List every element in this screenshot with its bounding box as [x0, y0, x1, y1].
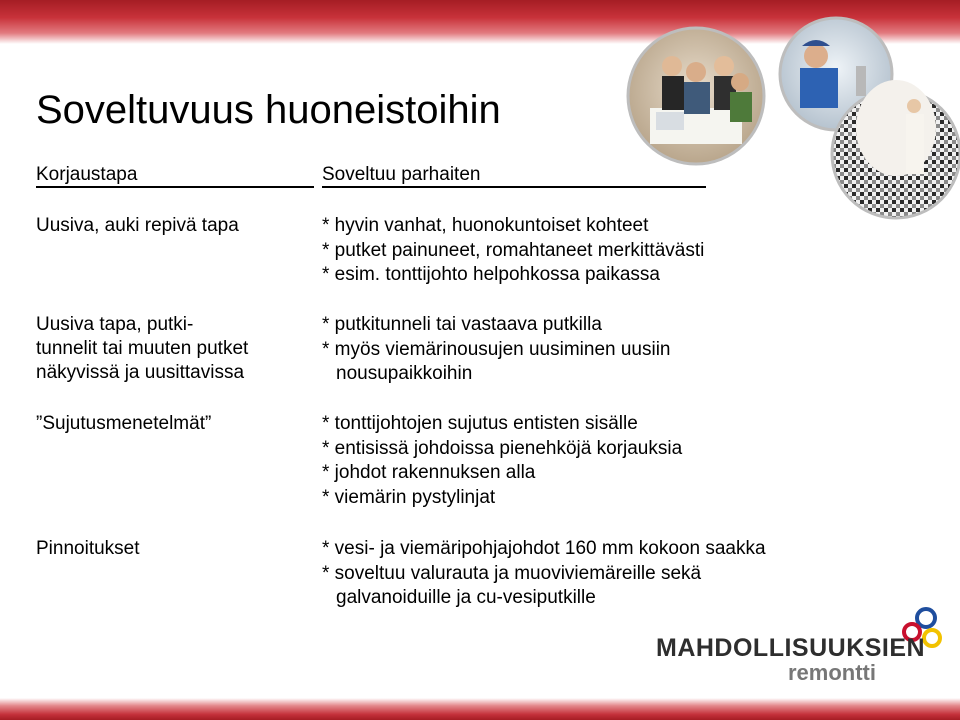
- method-cell: [36, 412, 316, 436]
- method-cell: [36, 313, 316, 385]
- slide-title: Soveltuvuus huoneistoihin: [36, 88, 501, 132]
- suitability-line: * soveltuu valurauta ja muoviviemäreille sekä: [322, 562, 702, 584]
- logo-subtitle: remontti: [788, 660, 876, 685]
- method-line: tunnelit tai muuten putket: [36, 338, 249, 359]
- bottom-accent-bar: [0, 698, 960, 720]
- suitability-line: * hyvin vanhat, huonokuntoiset kohteet: [322, 215, 649, 236]
- suitability-line: nousupaikkoihin: [336, 363, 473, 384]
- method-line: Pinnoitukset: [36, 538, 140, 559]
- method-line: Uusiva, auki repivä tapa: [36, 215, 239, 236]
- column-header-method: Korjaustapa: [36, 164, 314, 188]
- method-line: Uusiva tapa, putki-: [36, 314, 194, 335]
- suitability-line: * viemärin pystylinjat: [322, 486, 496, 508]
- office-meeting-photo: [628, 28, 764, 164]
- logo-wordmark: MAHDOLLISUUKSIEN: [656, 634, 926, 662]
- suitability-line: galvanoiduille ja cu-vesiputkille: [336, 587, 596, 608]
- suitability-cell: [322, 537, 902, 611]
- photo-collage: [620, 16, 960, 222]
- suitability-line: * putkitunneli tai vastaava putkilla: [322, 314, 602, 335]
- method-cell: [36, 537, 316, 561]
- suitability-line: * tonttijohtojen sujutus entisten sisälle: [322, 413, 638, 434]
- method-line: näkyvissä ja uusittavissa: [36, 362, 245, 383]
- suitability-cell: [322, 313, 902, 387]
- suitability-line: * putket painuneet, romahtaneet merkittävästi: [322, 239, 705, 261]
- method-cell: [36, 214, 316, 238]
- suitability-line: * myös viemärinousujen uusiminen uusiin: [322, 338, 671, 360]
- method-line: ”Sujutusmenetelmät”: [36, 413, 212, 434]
- suitability-line: * vesi- ja viemäripohjajohdot 160 mm kokoon saakka: [322, 538, 766, 559]
- suitability-line: * entisissä johdoissa pienehköjä korjauksia: [322, 437, 683, 459]
- suitability-cell: [322, 214, 902, 288]
- company-logo: [656, 604, 946, 684]
- column-header-suitability: Soveltuu parhaiten: [322, 164, 706, 188]
- suitability-line: * esim. tonttijohto helpohkossa paikassa: [322, 264, 660, 285]
- suitability-cell: [322, 412, 902, 510]
- suitability-line: * johdot rakennuksen alla: [322, 462, 536, 483]
